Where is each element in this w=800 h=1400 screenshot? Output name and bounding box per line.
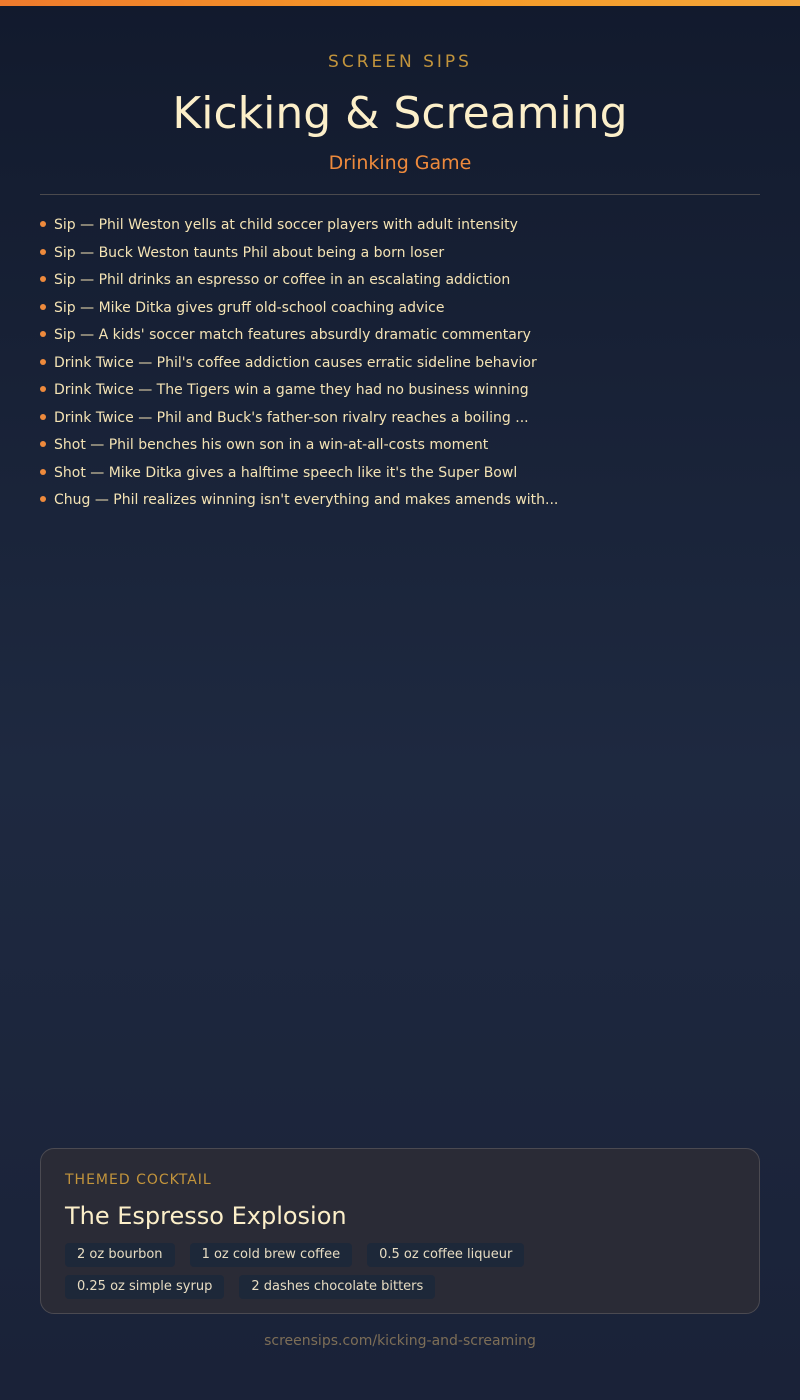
- rule-text: Sip — A kids' soccer match features absurdly dramatic commentary: [54, 327, 531, 343]
- page-title: Kicking & Screaming: [172, 88, 628, 139]
- bullet-dot-icon: [40, 414, 46, 420]
- rule-text: Drink Twice — The Tigers win a game they had no business winning: [54, 382, 529, 398]
- bullet-dot-icon: [40, 441, 46, 447]
- ingredient-list: [65, 1243, 685, 1299]
- bullet-dot-icon: [40, 276, 46, 282]
- ingredient-chip: 0.25 oz simple syrup: [65, 1275, 224, 1299]
- header-divider: [40, 194, 760, 195]
- cocktail-card: [40, 1148, 760, 1314]
- bullet-dot-icon: [40, 304, 46, 310]
- rule-text: Sip — Mike Ditka gives gruff old-school coaching advice: [54, 299, 445, 316]
- bullet-dot-icon: [40, 496, 46, 502]
- rules-list: [40, 214, 760, 517]
- ingredient-chip: 1 oz cold brew coffee: [190, 1243, 353, 1267]
- rule-text: Chug — Phil realizes winning isn't everything and makes amends with...: [54, 492, 559, 508]
- rule-text: Drink Twice — Phil and Buck's father-son rivalry reaches a boiling ...: [54, 409, 529, 426]
- rule-item: [40, 242, 760, 270]
- cocktail-name: The Espresso Explosion: [65, 1202, 347, 1230]
- rule-text: Sip — Phil drinks an espresso or coffee in an escalating addiction: [54, 272, 511, 288]
- ingredient-chip: 2 oz bourbon: [65, 1243, 175, 1267]
- rule-item: [40, 489, 760, 517]
- ingredient-chip: 0.5 oz coffee liqueur: [367, 1243, 524, 1267]
- rule-item: [40, 352, 760, 380]
- brand-label: SCREEN SIPS: [328, 52, 472, 72]
- bullet-dot-icon: [40, 359, 46, 365]
- rule-text: Shot — Phil benches his own son in a win-at-all-costs moment: [54, 437, 489, 453]
- rule-item: [40, 407, 760, 435]
- rule-item: [40, 434, 760, 462]
- top-accent-bar: [0, 0, 800, 6]
- rule-item: [40, 297, 760, 325]
- rule-item: [40, 462, 760, 490]
- rule-item: [40, 379, 760, 407]
- bullet-dot-icon: [40, 331, 46, 337]
- bullet-dot-icon: [40, 386, 46, 392]
- footer-url: screensips.com/kicking-and-screaming: [264, 1333, 536, 1349]
- cocktail-kicker: THEMED COCKTAIL: [65, 1172, 212, 1188]
- rule-item: [40, 324, 760, 352]
- rule-text: Shot — Mike Ditka gives a halftime speech like it's the Super Bowl: [54, 464, 518, 481]
- rule-text: Sip — Phil Weston yells at child soccer players with adult intensity: [54, 217, 518, 233]
- bullet-dot-icon: [40, 249, 46, 255]
- rule-text: Drink Twice — Phil's coffee addiction causes erratic sideline behavior: [54, 354, 537, 371]
- bullet-dot-icon: [40, 221, 46, 227]
- page-header: [0, 50, 800, 176]
- rule-text: Sip — Buck Weston taunts Phil about being a born loser: [54, 244, 445, 261]
- ingredient-chip: 2 dashes chocolate bitters: [239, 1275, 435, 1299]
- rule-item: [40, 214, 760, 242]
- rule-item: [40, 269, 760, 297]
- page-subtitle: Drinking Game: [328, 152, 472, 174]
- bullet-dot-icon: [40, 469, 46, 475]
